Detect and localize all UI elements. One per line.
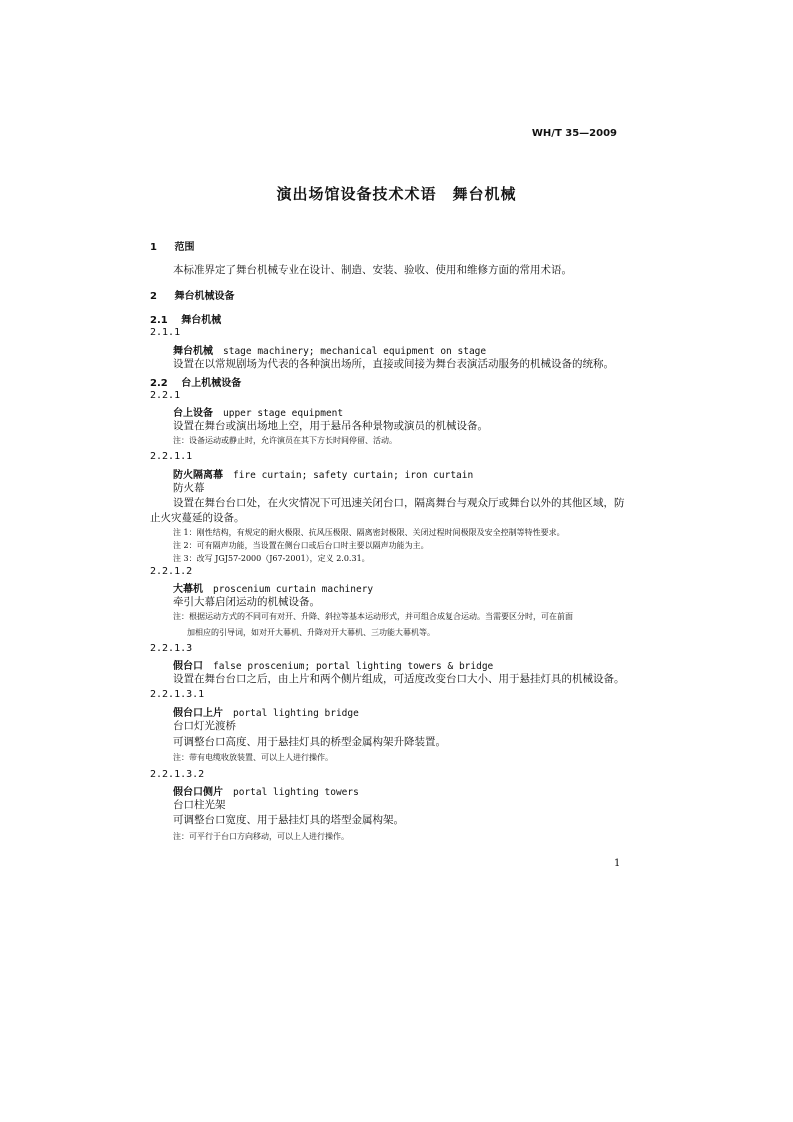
term-definition: 可调整台口高度、用于悬挂灯具的桥型金属构架升降装置。 (173, 736, 446, 748)
clause-number: 2.2.1 (150, 390, 181, 401)
term-alias: 台口柱光架 (173, 799, 226, 811)
term-note: 注：根据运动方式的不同可有对开、升降、斜拉等基本运动形式，并可组合成复合运动。当需要区分时，可在前面 (173, 612, 573, 621)
term-note: 注 3：改写 JGJ57-2000（J67-2001），定义 2.0.31。 (173, 554, 370, 563)
term-note: 注：设备运动或静止时，允许演员在其下方长时间停留、活动。 (173, 436, 397, 445)
term-chinese: 大幕机 (173, 584, 203, 595)
term-entry (173, 466, 473, 481)
clause-number: 2.2.1.3.2 (150, 769, 205, 780)
section-1-heading (150, 238, 194, 253)
term-entry (173, 657, 493, 672)
term-english: upper stage equipment (223, 408, 344, 419)
clause-number: 2.2.1.1 (150, 451, 193, 462)
clause-number: 2.1.1 (150, 327, 181, 338)
term-definition: 设置在以常规剧场为代表的各种演出场所，直接或间接为舞台表演活动服务的机械设备的统称。 (173, 358, 614, 370)
term-note: 注 2：可有隔声功能，当设置在侧台口或后台口时主要以隔声功能为主。 (173, 541, 429, 550)
section-number: 2.1 (150, 315, 168, 326)
section-number: 2 (150, 291, 157, 302)
page-number: 1 (614, 858, 621, 869)
term-note: 注：带有电缆收放装置、可以上人进行操作。 (173, 753, 333, 762)
term-english: false proscenium; portal lighting towers & bridge (213, 661, 494, 672)
term-definition-continued: 止火灾蔓延的设备。 (150, 512, 245, 524)
term-entry (173, 783, 359, 798)
clause-number: 2.2.1.3.1 (150, 689, 205, 700)
page-title: 演出场馆设备技术术语 舞台机械 (276, 185, 517, 203)
section-title: 舞台机械设备 (174, 291, 235, 302)
section-2-1-heading (150, 311, 221, 326)
term-definition: 设置在舞台台口之后，由上片和两个侧片组成，可适度改变台口大小、用于悬挂灯具的机械设备。 (173, 673, 625, 685)
term-alias: 防火幕 (173, 482, 205, 494)
section-2-2-heading (150, 374, 241, 389)
term-chinese: 舞台机械 (173, 346, 213, 357)
clause-number: 2.2.1.2 (150, 566, 193, 577)
term-chinese: 假台口上片 (173, 708, 223, 719)
term-definition: 牵引大幕启闭运动的机械设备。 (173, 596, 320, 608)
section-title: 台上机械设备 (181, 378, 242, 389)
section-1-body: 本标准界定了舞台机械专业在设计、制造、安装、验收、使用和维修方面的常用术语。 (173, 264, 572, 276)
term-note-continued: 加相应的引导词，如对开大幕机、升降对开大幕机、三功能大幕机等。 (187, 628, 435, 637)
term-english: fire curtain; safety curtain; iron curtain (233, 470, 474, 481)
term-entry (173, 704, 359, 719)
term-entry (173, 342, 486, 357)
term-entry (173, 404, 343, 419)
standard-code: WH/T 35—2009 (531, 128, 617, 139)
term-definition: 设置在舞台或演出场地上空，用于悬吊各种景物或演员的机械设备。 (173, 420, 488, 432)
term-definition: 可调整台口宽度、用于悬挂灯具的塔型金属构架。 (173, 814, 404, 826)
term-note: 注 1：刚性结构，有规定的耐火极限、抗风压极限、隔离密封极限、关闭过程时间极限及安全控制等特性要求。 (173, 528, 565, 537)
section-title: 舞台机械 (181, 315, 222, 326)
term-definition: 设置在舞台台口处，在火灾情况下可迅速关闭台口，隔离舞台与观众厅或舞台以外的其他区域，防 (173, 497, 625, 509)
term-entry (173, 580, 373, 595)
term-english: stage machinery; mechanical equipment on stage (223, 346, 487, 357)
section-title: 范围 (174, 242, 195, 253)
term-chinese: 假台口侧片 (173, 787, 223, 798)
clause-number: 2.2.1.3 (150, 643, 193, 654)
term-chinese: 台上设备 (173, 408, 213, 419)
section-number: 2.2 (150, 378, 168, 389)
term-english: portal lighting towers (233, 787, 359, 798)
term-chinese: 防火隔离幕 (173, 470, 223, 481)
section-number: 1 (150, 242, 157, 253)
term-alias: 台口灯光渡桥 (173, 720, 236, 732)
term-note: 注：可平行于台口方向移动，可以上人进行操作。 (173, 832, 349, 841)
term-chinese: 假台口 (173, 661, 203, 672)
term-english: proscenium curtain machinery (213, 584, 374, 595)
section-2-heading (150, 287, 234, 302)
term-english: portal lighting bridge (233, 708, 359, 719)
